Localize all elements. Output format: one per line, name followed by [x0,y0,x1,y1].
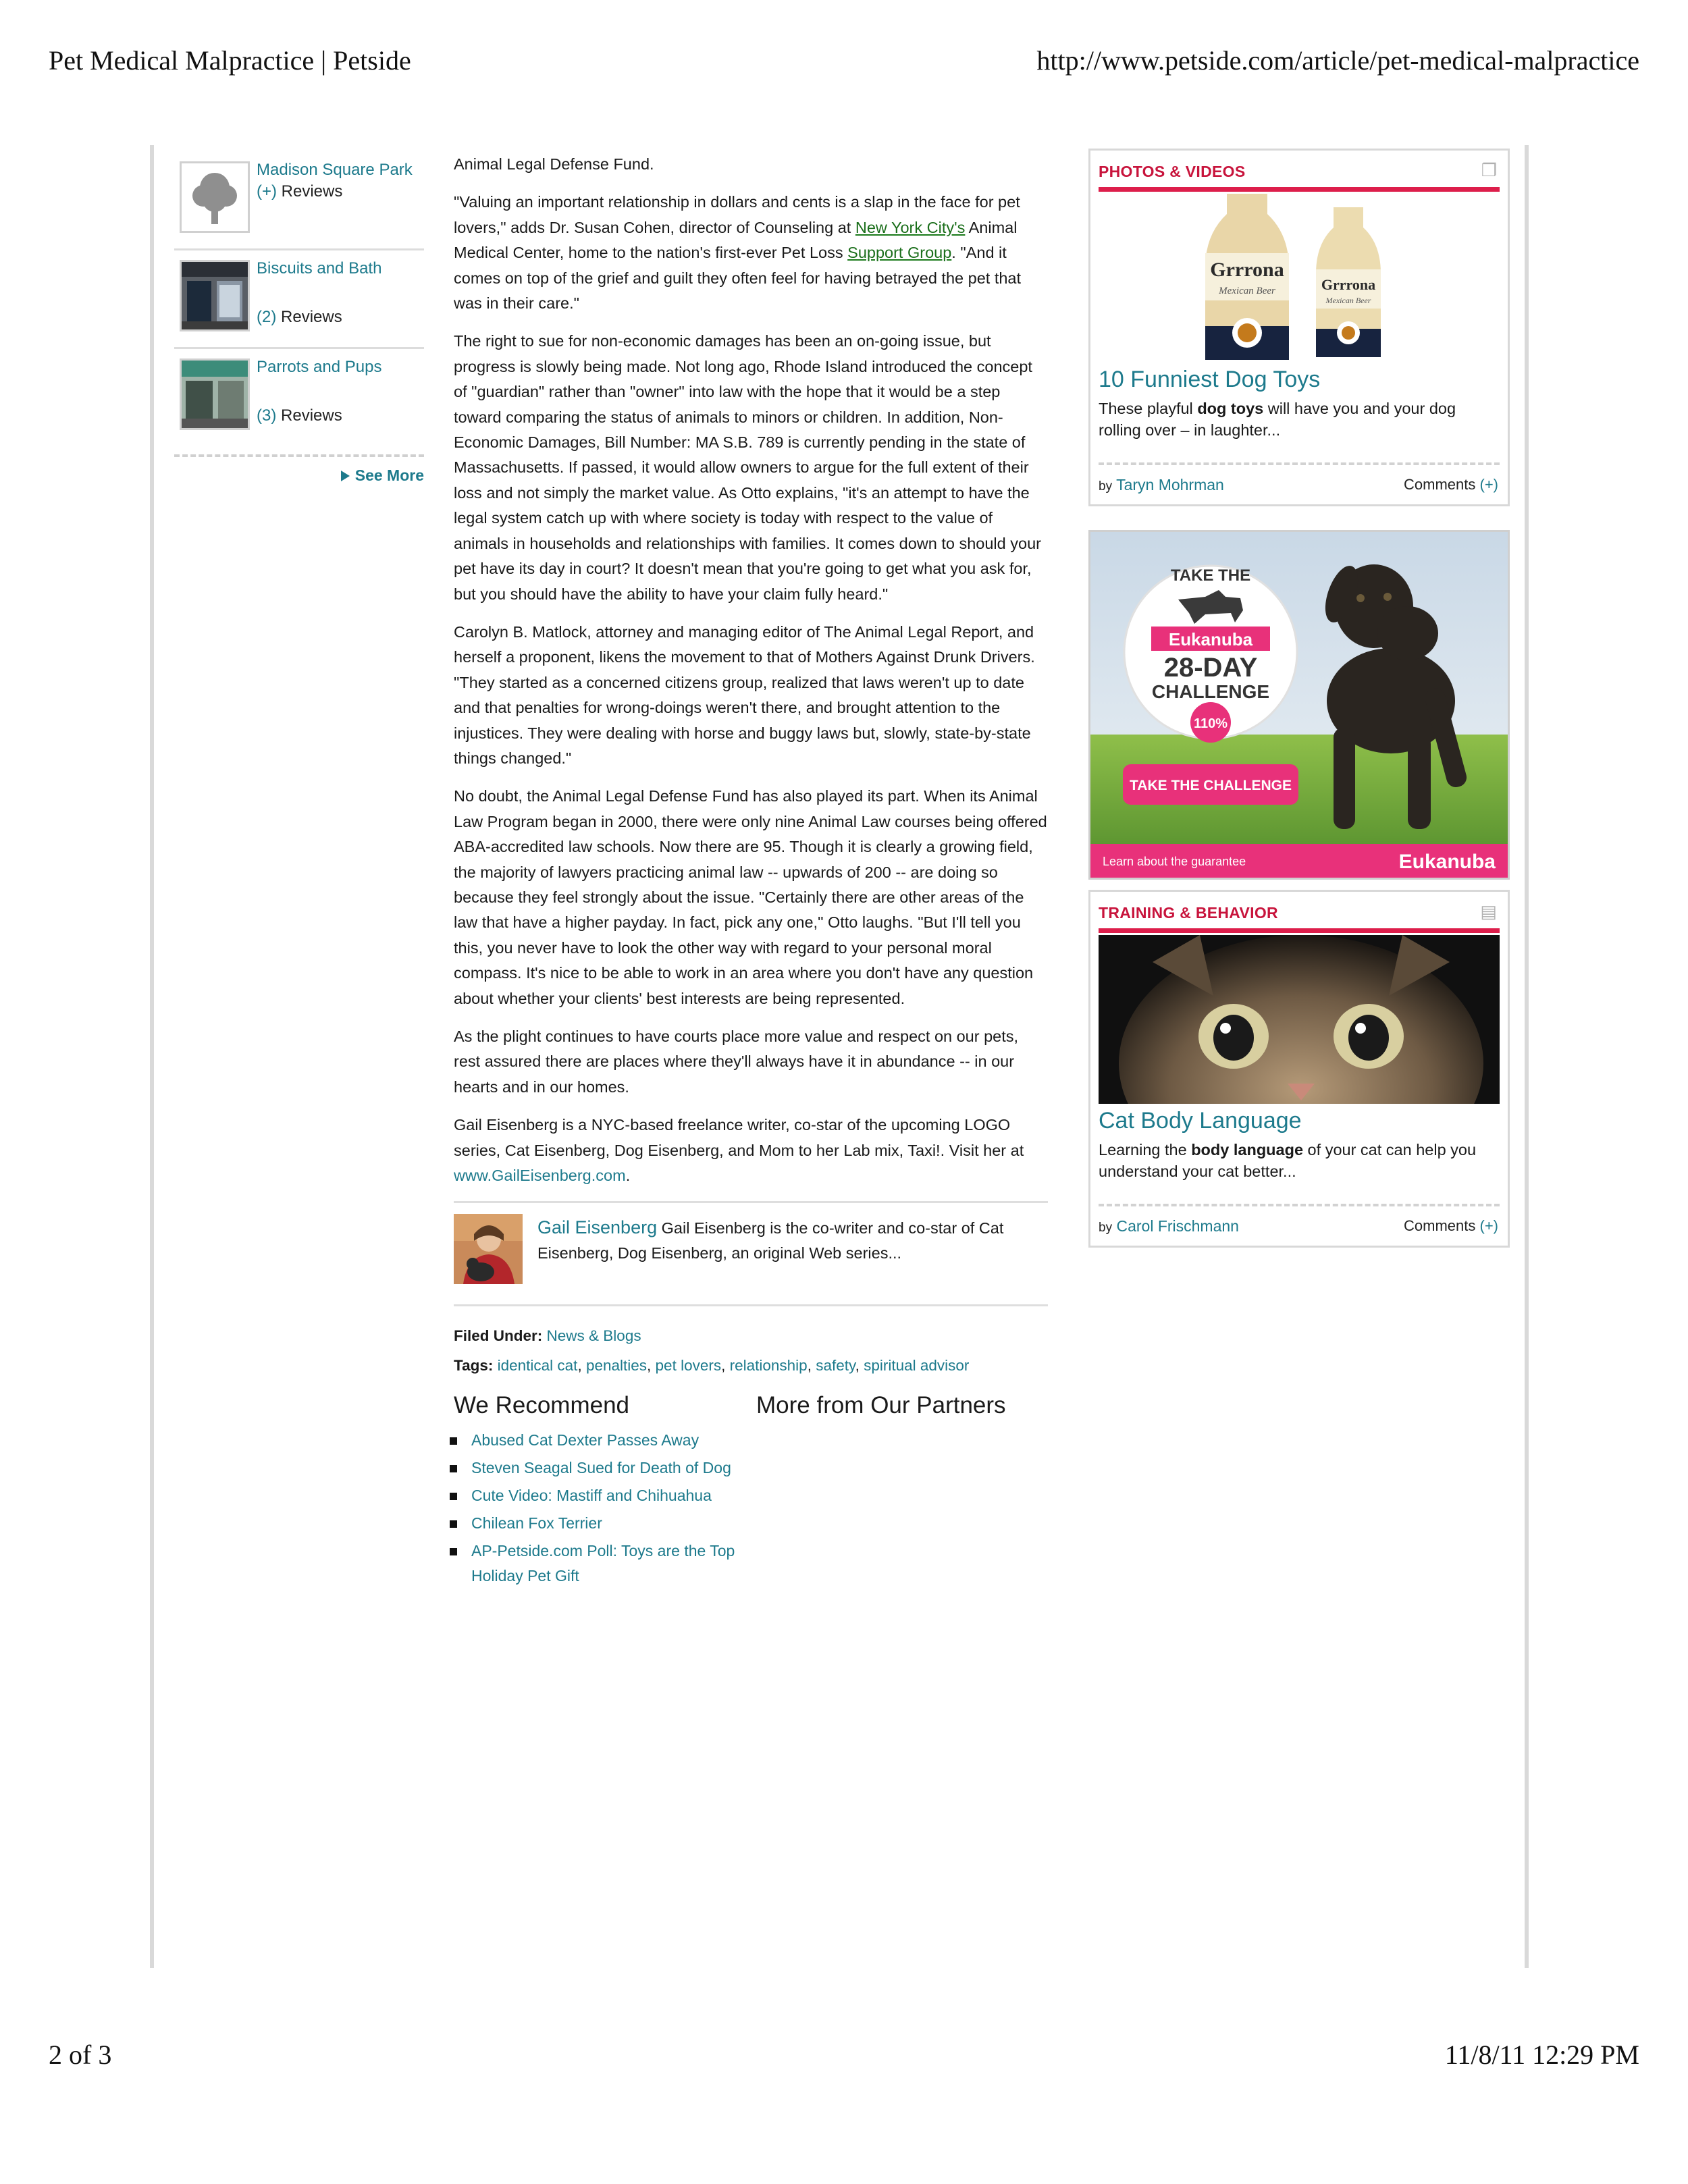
recommend-link[interactable]: Cute Video: Mastiff and Chihuahua [454,1483,737,1508]
tag-link[interactable]: penalties [585,1357,648,1375]
article-meta [454,1321,1048,1381]
new-york-city-link[interactable]: New York City's [855,218,966,236]
review-count[interactable]: (3) [257,406,277,425]
training-behavior-widget [1088,890,1510,1248]
tag-link[interactable]: identical cat [497,1357,578,1375]
recommend-link[interactable]: Chilean Fox Terrier [454,1511,737,1536]
widget-header: TRAINING & BEHAVIOR [1099,904,1278,922]
ad-brand: Eukanuba [1168,629,1253,649]
ad-footer-brand: Eukanuba [1398,851,1496,873]
recommend-link[interactable]: Steven Seagal Sued for Death of Dog [454,1456,737,1481]
support-group-link[interactable]: Support Group [847,244,952,262]
author-avatar[interactable] [454,1214,523,1284]
article-paragraph: Carolyn B. Matlock, attorney and managing editor of The Animal Legal Report, and herself a proponent, likens the movement to that of Mothers Against Drunk Drivers. "They started as a concerned citizens group, realized that laws weren't up to date and that penalties for wrong-doings weren't there, and brought attention to the injustices. They were dealing with horse and buggy laws but, slowly, state-by-state things changed." [454,622,1035,767]
category-link[interactable]: News & Blogs [546,1327,641,1345]
see-more-link[interactable]: See More [174,467,424,485]
ad-cta-button: TAKE THE CHALLENGE [1130,778,1292,793]
tag-link[interactable]: relationship [729,1357,808,1375]
article-paragraph: "Valuing an important relationship in dollars and cents is a slap in the face for pet lovers," adds Dr. Susan Cohen, director of Counseling at New York City's Animal Medical Center, home to the nation's first-ever Pet Loss Support Group. "And it comes on top of the grief and guilt they often feel for having betrayed the pet that was in their care." [454,193,1022,313]
sidebar-divider [174,454,424,457]
article-body [454,152,1048,1663]
bottle-label: Mexican Beer [1219,286,1275,296]
print-page-url: http://www.petside.com/article/pet-medical-malpractice [1036,45,1639,76]
storefront-thumbnail [180,260,250,331]
partners-heading: More from Our Partners [756,1392,1006,1419]
author-link[interactable]: Carol Frischmann [1116,1217,1239,1235]
business-name[interactable]: Madison Square Park [257,161,413,179]
ad-footer-text: Learn about the guarantee [1103,855,1246,868]
recommend-link[interactable]: Abused Cat Dexter Passes Away [454,1428,737,1453]
ad-challenge-line1: 28-DAY [1163,653,1258,683]
eukanuba-ad[interactable] [1088,530,1510,880]
widget-byline: by Carol Frischmann [1099,1217,1239,1235]
author-bio: Gail Eisenberg is the co-writer and co-star of Cat Eisenberg, Dog Eisenberg, an original Web series... [537,1219,1004,1262]
business-item[interactable] [174,349,424,448]
business-name[interactable]: Biscuits and Bath [257,259,382,277]
author-name-link[interactable]: Gail Eisenberg [537,1217,658,1238]
tag-link[interactable]: pet lovers [655,1357,722,1375]
widget-accent-bar [1099,928,1500,933]
ad-take-the: TAKE THE [1170,566,1251,585]
dog-toys-image[interactable] [1099,194,1500,361]
reviews-label: Reviews [281,308,342,326]
gallery-icon[interactable]: ❐ [1481,160,1497,180]
widget-divider [1099,462,1500,465]
review-count[interactable]: (+) [257,182,277,201]
bottle-label: Grrrona [1210,259,1284,281]
author-summary [537,1215,1048,1266]
tag-link[interactable]: safety [816,1357,855,1375]
bottle-label: Grrrona [1321,276,1376,293]
photos-videos-widget [1088,149,1510,506]
comments-link[interactable]: Comments (+) [1404,476,1498,493]
tag-link[interactable]: spiritual advisor [864,1357,970,1375]
business-item[interactable] [174,250,424,349]
reviews-label: Reviews [281,182,343,201]
print-page-number: 2 of 3 [49,2040,112,2070]
reviews-label: Reviews [281,406,342,425]
business-reviews[interactable] [257,406,342,426]
article-paragraph: As the plight continues to have courts place more value and respect on our pets, rest assured there are places where they'll always have it in abundance -- in our hearts and in our homes. [454,1028,1019,1096]
widget-byline: by Taryn Mohrman [1099,476,1224,494]
article-icon[interactable]: ▤ [1480,901,1497,922]
recommendations-section [454,1393,1048,1663]
cat-image[interactable] [1099,935,1500,1104]
filed-under: Filed Under: News & Blogs [454,1327,641,1345]
storefront-thumbnail [180,358,250,430]
widget-accent-bar [1099,187,1500,192]
play-arrow-icon [341,471,350,481]
review-count[interactable]: (2) [257,308,277,326]
ad-challenge-line2: CHALLENGE [1151,681,1270,702]
widget-article-desc: These playful dog toys will have you and your dog rolling over – in laughter... [1099,400,1456,439]
business-reviews[interactable] [257,182,342,202]
comments-link[interactable]: Comments (+) [1404,1217,1498,1234]
article-paragraph: No doubt, the Animal Legal Defense Fund has also played its part. When its Animal Law Program began in 2000, there were only nine Animal Law courses being offered ABA-accredited law schools. Now there are 95. Though it is clearly a growing field, the majority of lawyers practicing animal law -- upwards of 200 -- are doing so because they feel strongly about the issue. "Certainly there are other areas of the law that have a higher payday. In fact, pick any one," Otto laughs. "But I'll tell you this, you never have to look the other way with regard to your personal moral compass. It's nice to be able to work in an area where you don't have any question about whether your clients' best interests are being represented. [454,787,1047,1007]
author-box [454,1201,1048,1306]
author-website-link[interactable]: www.GailEisenberg.com [454,1167,626,1185]
business-name[interactable]: Parrots and Pups [257,358,382,376]
recommend-list [454,1428,737,1589]
we-recommend [454,1393,737,1591]
tags: Tags: identical cat, penalties, pet lovers, relationship, safety, spiritual advisor [454,1357,970,1375]
partners-section [756,1393,1047,1427]
print-datetime: 11/8/11 12:29 PM [1444,2040,1639,2070]
we-recommend-heading: We Recommend [454,1392,630,1419]
widget-article-title[interactable]: 10 Funniest Dog Toys [1099,367,1321,392]
widget-article-desc: Learning the body language of your cat can help you understand your cat better... [1099,1141,1477,1180]
ad-badge: 110% [1193,716,1228,731]
article-paragraph: Animal Legal Defense Fund. [454,155,654,173]
widget-article-title[interactable]: Cat Body Language [1099,1108,1302,1134]
bottle-label: Mexican Beer [1325,296,1371,305]
business-reviews[interactable] [257,307,342,327]
nearby-businesses-sidebar [174,152,424,485]
author-link[interactable]: Taryn Mohrman [1116,476,1224,494]
article-paragraph: The right to sue for non-economic damages has been an on-going issue, but progress is slowly being made. Not long ago, Rhode Island introduced the concept of "guardian" rather than "owner" into law with the hope that it would be a step toward comparing the status of animals to minors or children. In addition, Non-Economic Damages, Bill Number: MA S.B. 789 is currently pending in the state of Massachusetts. If passed, it would allow owners to argue for the full extent of their loss and not simply the market value. As Otto explains, "it's an attempt to have the legal system catch up with where society is today with respect to the value of animals in households and relationships with families. It comes down to should your pet have its day in court? It doesn't mean that you're going to get what you ask for, but you should have the ability to have your claim fully heard." [454,332,1041,603]
business-item[interactable] [174,152,424,250]
author-note-paragraph: Gail Eisenberg is a NYC-based freelance writer, co-star of the upcoming LOGO series, Cat Eisenberg, Dog Eisenberg, and Mom to her Lab mix, Taxi!. Visit her at www.GailEisenberg.com. [454,1116,1024,1185]
print-page-title: Pet Medical Malpractice | Petside [49,45,411,76]
tree-placeholder-icon [180,161,250,233]
widget-header: PHOTOS & VIDEOS [1099,163,1246,180]
widget-divider [1099,1204,1500,1206]
recommend-link[interactable]: AP-Petside.com Poll: Toys are the Top Holiday Pet Gift [454,1539,737,1589]
